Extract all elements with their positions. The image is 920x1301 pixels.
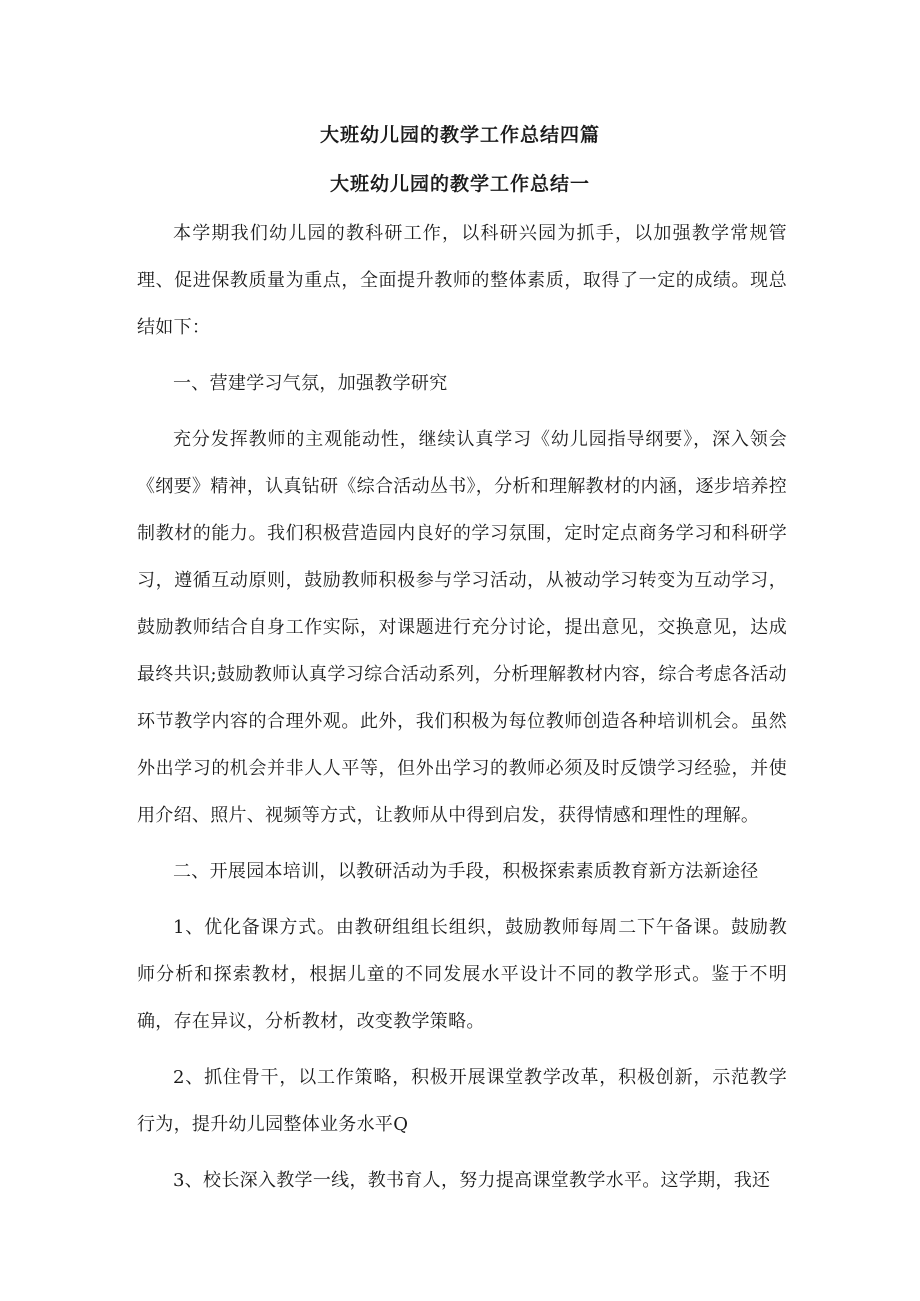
section-heading-2: 二、开展园本培训，以教研活动为手段，积极探索素质教育新方法新途径 (173, 861, 759, 882)
paragraph-study: 充分发挥教师的主观能动性，继续认真学习《幼儿园指导纲要》，深入领会《纲要》精神，认真钻研《综合活动丛书》，分析和理解教材的内涵，逐步培养控制教材的能力。我们积极营造园内良好的学习氛围，定时定点商务学习和科研学习，遵循互动原则，鼓励教师积极参与学习活动，从被动学习转变为互动学习，鼓励教师结合自身工作实际，对课题进行充分讨论，提出意见，交换意见，达成最终共识;鼓励教师认真学习综合活动系列，分析理解教材内容，综合考虑各活动环节教学内容的合理外观。此外，我们积极为每位教师创造各种培训机会。虽然外出学习的机会并非人人平等，但外出学习的教师必须及时反馈学习经验，并使用介绍、照片、视频等方式，让教师从中得到启发，获得情感和理性的理解。 (137, 429, 787, 826)
paragraph-item-3: 3、校长深入教学一线，教书育人，努力提高课堂教学水平。这学期，我还 (173, 1170, 771, 1191)
paragraph-intro: 本学期我们幼儿园的教科研工作，以科研兴园为抓手，以加强教学常规管理、促进保教质量为重点，全面提升教师的整体素质，取得了一定的成绩。现总结如下： (137, 223, 787, 338)
paragraph-item-1: 1、优化备课方式。由教研组组长组织，鼓励教师每周二下午备课。鼓励教师分析和探索教材，根据儿童的不同发展水平设计不同的教学形式。鉴于不明确，存在异议，分析教材，改变教学策略。 (137, 917, 787, 1032)
document-title: 大班幼儿园的教学工作总结四篇 (319, 124, 600, 146)
section-heading-1: 一、营建学习气氛，加强教学研究 (173, 373, 448, 394)
paragraph-item-2: 2、抓住骨干，以工作策略，积极开展课堂教学改革，积极创新，示范教学行为，提升幼儿园整体业务水平Q (137, 1067, 787, 1135)
document-subtitle: 大班幼儿园的教学工作总结一 (329, 173, 590, 195)
document-body (137, 210, 787, 1204)
